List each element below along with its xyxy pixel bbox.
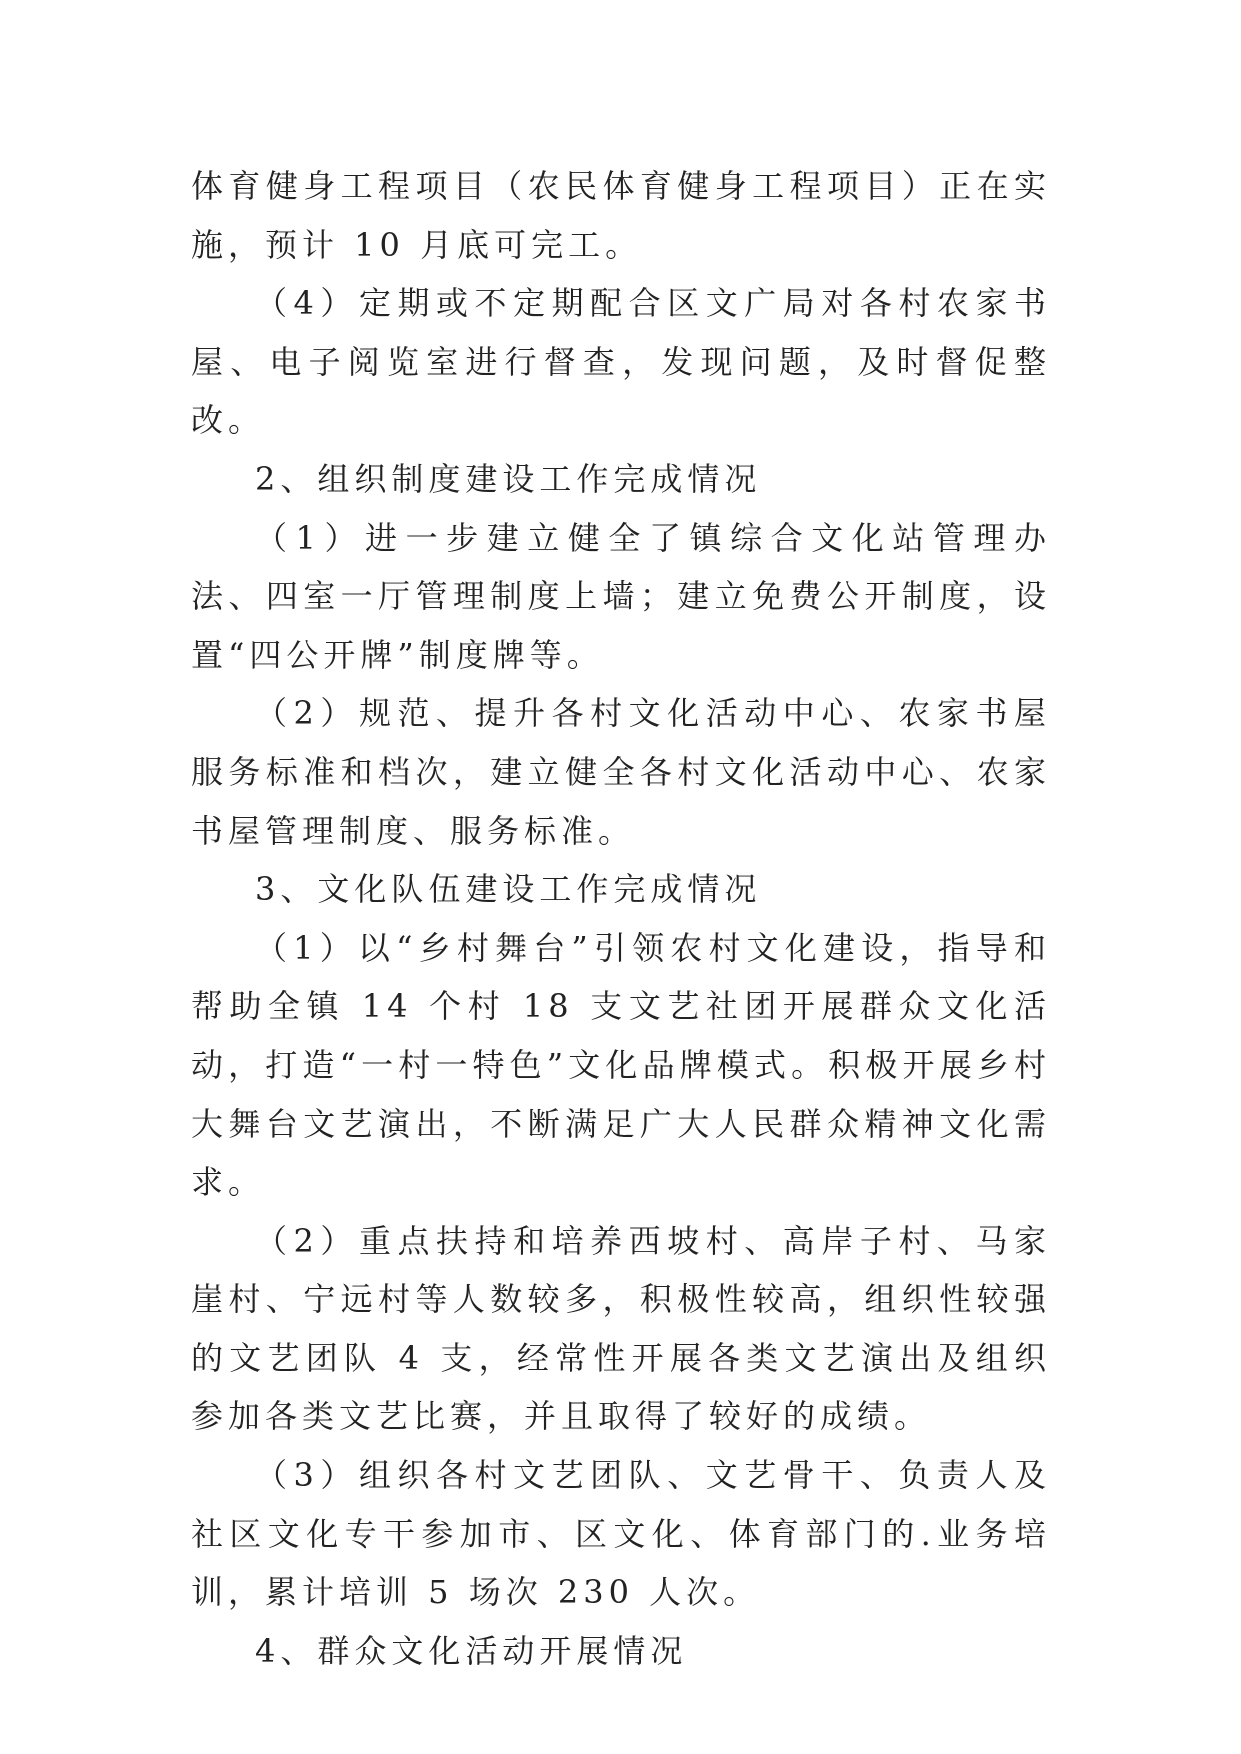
paragraph-3-item-3: （3）组织各村文艺团队、文艺骨干、负责人及社区文化专干参加市、区文化、体育部门的.业务培训，累计培训 5 场次 230 人次。	[191, 1456, 1051, 1612]
paragraph-continuation-fitness-project: 体育健身工程项目（农民体育健身工程项目）正在实施，预计 10 月底可完工。	[191, 167, 1051, 264]
paragraph-3-item-2: （2）重点扶持和培养西坡村、高岸子村、马家崖村、宁远村等人数较多，积极性较高，组织性较强的文艺团队 4 支，经常性开展各类文艺演出及组织参加各类文艺比赛，并且取得了较好的成绩。	[191, 1221, 1051, 1436]
document-body	[191, 157, 1051, 1680]
section-heading-3: 3、文化队伍建设工作完成情况	[255, 870, 762, 909]
section-heading-2: 2、组织制度建设工作完成情况	[255, 459, 762, 498]
paragraph-item-4-supervision: （4）定期或不定期配合区文广局对各村农家书屋、电子阅览室进行督查，发现问题，及时督促整改。	[191, 284, 1051, 440]
paragraph-3-item-1: （1）以“乡村舞台”引领农村文化建设，指导和帮助全镇 14 个村 18 支文艺社团开展群众文化活动，打造“一村一特色”文化品牌模式。积极开展乡村大舞台文艺演出，不断满足广大人民群众精神文化需求。	[191, 928, 1051, 1202]
section-heading-4: 4、群众文化活动开展情况	[255, 1631, 688, 1670]
paragraph-2-item-1: （1）进一步建立健全了镇综合文化站管理办法、四室一厅管理制度上墙；建立免费公开制度，设置“四公开牌”制度牌等。	[191, 518, 1051, 674]
paragraph-2-item-2: （2）规范、提升各村文化活动中心、农家书屋服务标准和档次，建立健全各村文化活动中心、农家书屋管理制度、服务标准。	[191, 694, 1051, 850]
